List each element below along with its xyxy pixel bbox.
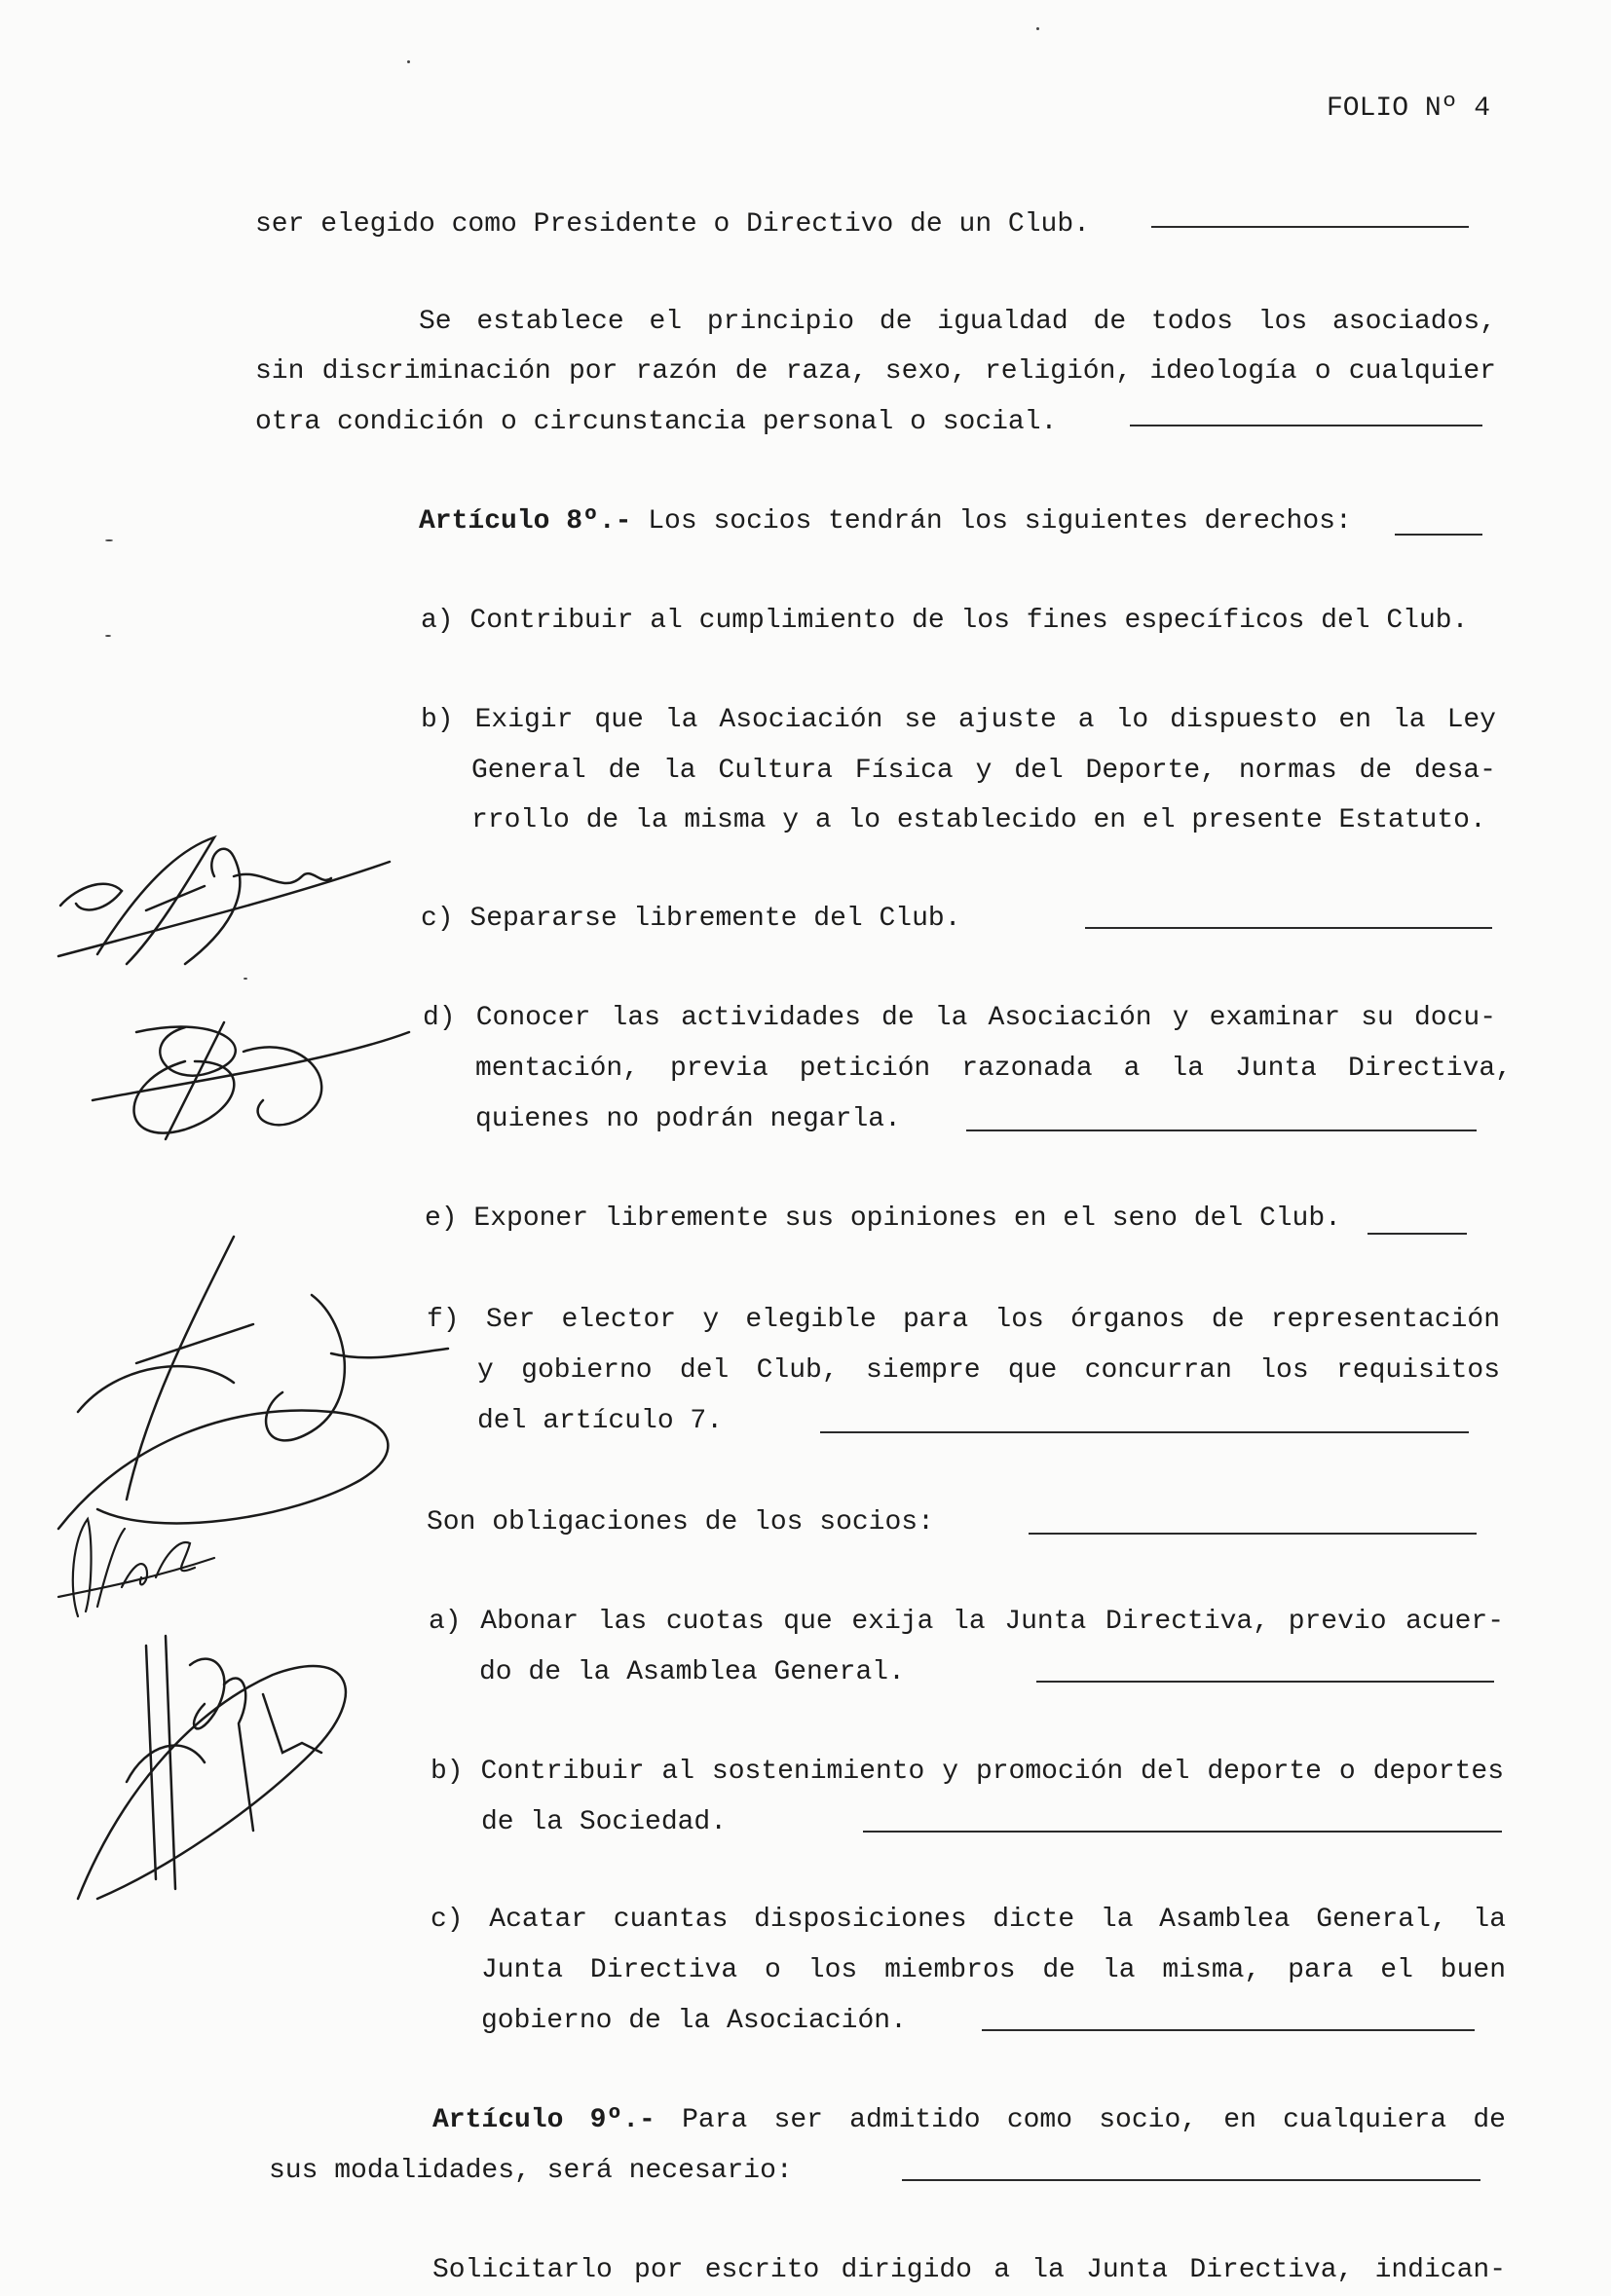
fill-line <box>966 1129 1477 1131</box>
folio-number: FOLIO Nº 4 <box>1327 93 1491 124</box>
signature-1 <box>39 818 409 974</box>
fill-line <box>1085 927 1492 929</box>
list-item: f) Ser elector y elegible para los órganos de representación <box>427 1305 1500 1335</box>
scan-speck <box>1036 27 1039 30</box>
list-item-continuation: General de la Cultura Física y del Deporte, normas de desa- <box>471 756 1496 786</box>
fill-line <box>1130 425 1482 426</box>
article-9-heading-line <box>432 2095 1506 2146</box>
fill-line <box>1036 1681 1494 1683</box>
article-8-heading-line <box>419 497 1352 547</box>
list-item-continuation: del artículo 7. <box>477 1406 724 1436</box>
fill-line <box>1367 1233 1467 1235</box>
list-item: b) Exigir que la Asociación se ajuste a lo dispuesto en la Ley <box>421 705 1496 735</box>
list-item-continuation: do de la Asamblea General. <box>479 1657 905 1687</box>
list-item: c) Acatar cuantas disposiciones dicte la Asamblea General, la <box>431 1905 1506 1935</box>
list-item: e) Exponer libremente sus opiniones en el seno del Club. <box>425 1204 1341 1234</box>
scan-speck <box>105 539 113 541</box>
signature-5 <box>58 1607 390 1928</box>
paragraph-line: sus modalidades, será necesario: <box>269 2156 793 2186</box>
paragraph-line: Se establece el principio de igualdad de todos los asociados, <box>419 307 1496 337</box>
list-item: d) Conocer las actividades de la Asociación y examinar su docu- <box>423 1003 1496 1033</box>
scan-speck <box>105 635 111 637</box>
list-item: a) Abonar las cuotas que exija la Junta Directiva, previo acuer- <box>429 1607 1504 1637</box>
paragraph-line: otra condición o circunstancia personal o social. <box>255 407 1058 437</box>
fill-line <box>1029 1533 1477 1535</box>
scan-speck <box>244 978 247 980</box>
list-item: c) Separarse libremente del Club. <box>421 904 961 934</box>
paragraph-line: Solicitarlo por escrito dirigido a la Junta Directiva, indican- <box>432 2255 1506 2285</box>
article-text: Los socios tendrán los siguientes derechos: <box>648 506 1352 537</box>
paragraph-line: sin discriminación por razón de raza, sexo, religión, ideología o cualquier <box>255 356 1496 387</box>
list-item-continuation: de la Sociedad. <box>481 1807 728 1837</box>
fill-line <box>902 2179 1480 2181</box>
list-item-continuation: gobierno de la Asociación. <box>481 2006 907 2036</box>
fill-line <box>1395 534 1482 536</box>
fill-line <box>863 1831 1502 1833</box>
article-text: Para ser admitido como socio, en cualquiera de <box>682 2105 1506 2135</box>
list-item-continuation: y gobierno del Club, siempre que concurran los requisitos <box>477 1355 1500 1386</box>
article-heading: Artículo 9º.- <box>432 2105 656 2135</box>
signature-2 <box>78 1003 429 1159</box>
list-item-continuation: rrollo de la misma y a lo establecido en el presente Estatuto. <box>471 805 1486 835</box>
list-item-continuation: Junta Directiva o los miembros de la misma, para el buen <box>481 1955 1506 1985</box>
list-item-continuation: mentación, previa petición razonada a la Junta Directiva, <box>475 1054 1512 1084</box>
list-item: a) Contribuir al cumplimiento de los fines específicos del Club. <box>421 606 1469 636</box>
fill-line <box>1151 226 1469 228</box>
list-item: b) Contribuir al sostenimiento y promoción del deporte o deportes <box>431 1757 1504 1787</box>
section-heading: Son obligaciones de los socios: <box>427 1507 934 1537</box>
list-item-continuation: quienes no podrán negarla. <box>475 1104 901 1134</box>
article-heading: Artículo 8º.- <box>419 506 632 537</box>
fill-line <box>982 2029 1475 2031</box>
scan-speck <box>407 60 410 63</box>
paragraph-line: ser elegido como Presidente o Directivo de un Club. <box>255 209 1090 240</box>
fill-line <box>820 1431 1469 1433</box>
